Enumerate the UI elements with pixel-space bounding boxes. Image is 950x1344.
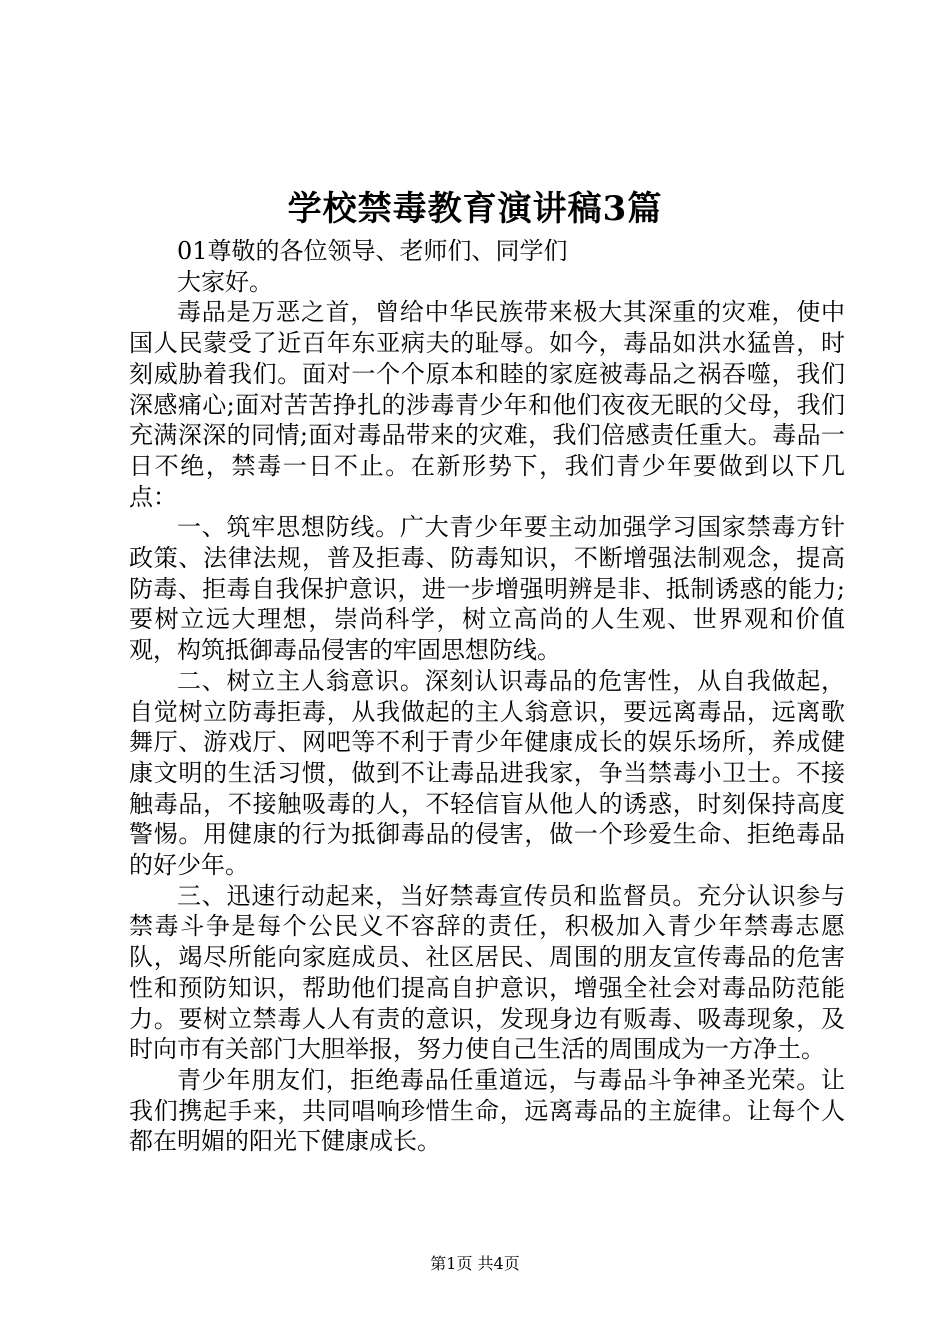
greeting-paragraph: 大家好。 [177,267,273,296]
point-three-paragraph: 三、迅速行动起来，当好禁毒宣传员和监督员。充分认识参与禁毒斗争是每个公民义不容辞的责任，积极加入青少年禁毒志愿队，竭尽所能向家庭成员、社区居民、周围的朋友宣传毒品的危害性和预防知识，帮助他们提高自护意识，增强全社会对毒品防范能力。要树立禁毒人人有责的意识，发现身边有贩毒、吸毒现象，及时向市有关部门大胆举报，努力使自己生活的周围成为一方净土。 [129,881,845,1064]
point-two-paragraph: 二、树立主人翁意识。深刻认识毒品的危害性，从自我做起，自觉树立防毒拒毒，从我做起的主人翁意识，要远离毒品，远离歌舞厅、游戏厅、网吧等不利于青少年健康成长的娱乐场所，养成健康文明的生活习惯，做到不让毒品进我家，争当禁毒小卫士。不接触毒品，不接触吸毒的人，不轻信盲从他人的诱惑，时刻保持高度警惕。用健康的行为抵御毒品的侵害，做一个珍爱生命、拒绝毒品的好少年。 [129,666,845,880]
document-body [129,236,845,1157]
page-footer: 第1页 共4页 [430,1254,520,1273]
document-title: 学校禁毒教育演讲稿3篇 [287,189,663,229]
point-one-paragraph: 一、筑牢思想防线。广大青少年要主动加强学习国家禁毒方针政策、法律法规，普及拒毒、防毒知识，不断增强法制观念，提高防毒、拒毒自我保护意识，进一步增强明辨是非、抵制诱惑的能力;要树立远大理想，崇尚科学，树立高尚的人生观、世界观和价值观，构筑抵御毒品侵害的牢固思想防线。 [129,513,845,665]
intro-paragraph: 毒品是万恶之首，曾给中华民族带来极大其深重的灾难，使中国人民蒙受了近百年东亚病夫的耻辱。如今，毒品如洪水猛兽，时刻威胁着我们。面对一个个原本和睦的家庭被毒品之祸吞噬，我们深感痛心;面对苦苦挣扎的涉毒青少年和他们夜夜无眠的父母，我们充满深深的同情;面对毒品带来的灾难，我们倍感责任重大。毒品一日不绝，禁毒一日不止。在新形势下，我们青少年要做到以下几点： [129,298,845,511]
closing-paragraph: 青少年朋友们，拒绝毒品任重道远，与毒品斗争神圣光荣。让我们携起手来，共同唱响珍惜生命，远离毒品的主旋律。让每个人都在明媚的阳光下健康成长。 [129,1065,845,1156]
salutation-paragraph: 01尊敬的各位领导、老师们、同学们 [177,237,568,265]
